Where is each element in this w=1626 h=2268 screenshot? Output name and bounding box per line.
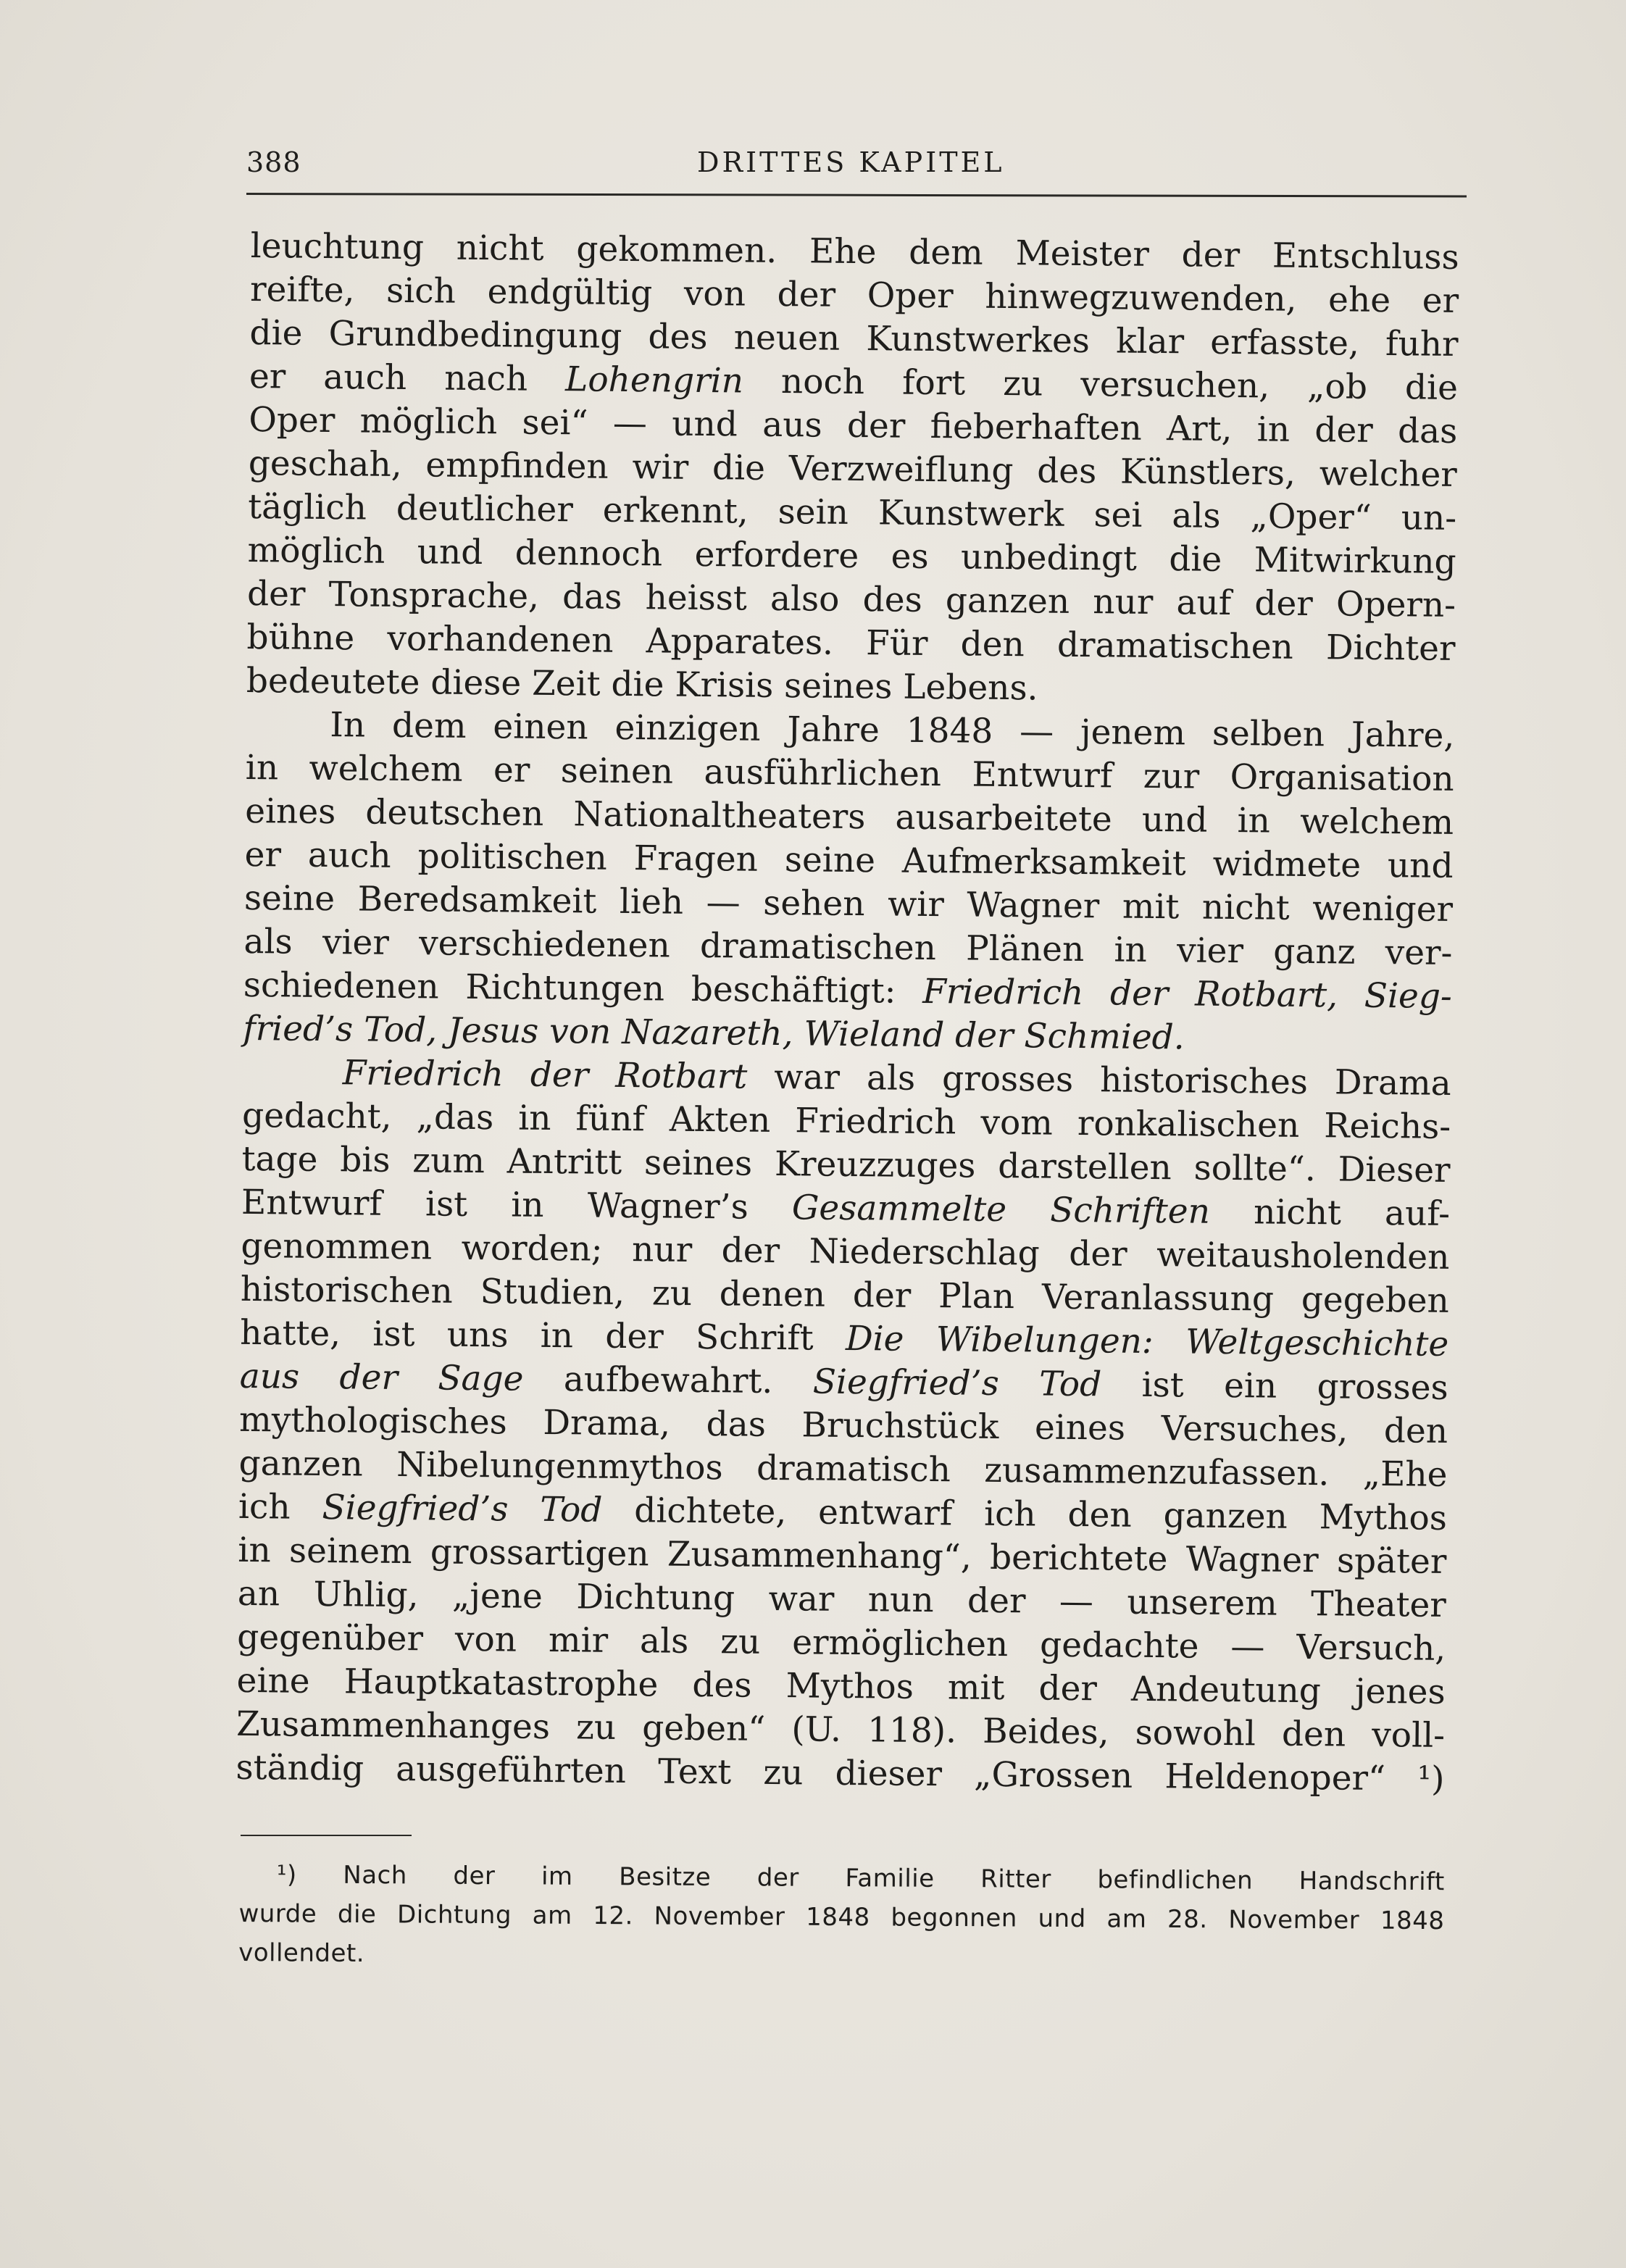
page-header [246, 146, 1464, 183]
work-title: Die Wibelungen: Weltgeschichte [845, 1318, 1449, 1364]
text-line: ständig ausgeführten Text zu dieser „Grossen Heldenoper“ ¹) [235, 1747, 1445, 1799]
text-line: in seinem grossartigen Zusammenhang“, berichtete Wagner später [238, 1530, 1447, 1582]
work-title: Gesammelte Schriften [791, 1188, 1211, 1232]
text-line: bühne vorhandenen Apparates. Für den dramatischen Dichter [246, 617, 1456, 669]
text-line: der Tonsprache, das heisst also des ganzen nur auf der Opern- [246, 573, 1456, 625]
text-line: Zusammenhanges zu geben“ (U. 118). Beides, sowohl den voll- [235, 1704, 1446, 1756]
text-line: mythologisches Drama, das Bruchstück eines Versuches, den [238, 1399, 1448, 1451]
work-title: fried’s Tod, Jesus von Nazareth, Wieland der Schmied. [243, 1008, 1185, 1058]
text-line: reifte, sich endgültig von der Oper hinwegzuwenden, ehe er [249, 269, 1459, 322]
footnote-line: ¹) Nach der im Besitze der Familie Ritter befindlichen Handschrift [276, 1860, 1445, 1897]
text-line: die Grundbedingung des neuen Kunstwerkes klar erfasste, fuhr [249, 312, 1459, 365]
text-line: hatte, ist uns in der Schrift Die Wibelungen: Weltgeschichte [240, 1312, 1449, 1364]
text-line: seine Beredsamkeit lieh — sehen wir Wagner mit nicht weniger [243, 877, 1454, 930]
text-line: bedeutete diese Zeit die Krisis seines Lebens. [246, 660, 1038, 709]
paragraph-start: Friedrich der Rotbart war als grosses historisches Drama [342, 1053, 1451, 1104]
text-line: er auch nach Lohengrin noch fort zu versuchen, „ob die [249, 356, 1459, 409]
header-rule [246, 193, 1467, 198]
footnote-line: wurde die Dichtung am 12. November 1848 begonnen und am 28. November 1848 [238, 1898, 1445, 1936]
text-line: er auch politischen Fragen seine Aufmerksamkeit widmete und [244, 834, 1454, 886]
text-line: möglich und dennoch erfordere es unbedingt die Mitwirkung [247, 530, 1456, 582]
work-title: Siegfried’s Tod [322, 1488, 603, 1530]
text-line: aus der Sage aufbewahrt. Siegfried’s Tod ist ein grosses [239, 1356, 1448, 1408]
work-title: Siegfried’s Tod [812, 1362, 1102, 1405]
running-head: DRITTES KAPITEL [697, 146, 1005, 178]
text-line: gegenüber von mir als zu ermöglichen gedachte — Versuch, [237, 1617, 1446, 1669]
text-line: eine Hauptkatastrophe des Mythos mit der Andeutung jenes [236, 1660, 1446, 1712]
work-title: Friedrich der Rotbart, Sieg- [922, 971, 1453, 1017]
footnote-rule [241, 1835, 412, 1836]
work-title: Friedrich der Rotbart [342, 1053, 748, 1097]
text-line: gedacht, „das in fünf Akten Friedrich vom ronkalischen Reichs- [241, 1095, 1451, 1147]
paragraph-start: In dem einen einzigen Jahre 1848 — jenem selben Jahre, [330, 705, 1455, 756]
work-title: Lohengrin [564, 359, 744, 401]
text-line: täglich deutlicher erkennt, sein Kunstwerk sei als „Oper“ un- [247, 486, 1457, 538]
text-line: in welchem er seinen ausführlichen Entwurf zur Organisation [245, 747, 1454, 799]
text-line: Entwurf ist in Wagner’s Gesammelte Schriften nicht auf- [241, 1182, 1451, 1234]
text-line: als vier verschiedenen dramatischen Plänen in vier ganz ver- [243, 921, 1453, 973]
text-line: geschah, empfinden wir die Verzweiflung des Künstlers, welcher [248, 443, 1458, 495]
footnote-line: vollendet. [238, 1938, 365, 1969]
text-line: historischen Studien, zu denen der Plan Veranlassung gegeben [240, 1269, 1450, 1321]
footnote [238, 1855, 1445, 1980]
text-line: genommen worden; nur der Niederschlag der weitausholenden [241, 1225, 1450, 1277]
page-number: 388 [246, 146, 301, 178]
text-line: Oper möglich sei“ — und aus der fieberhaften Art, in der das [249, 399, 1458, 451]
body-text [235, 225, 1459, 1801]
text-line: leuchtung nicht gekommen. Ehe dem Meister der Entschluss [250, 225, 1459, 278]
text-line: schiedenen Richtungen beschäftigt: Friedrich der Rotbart, Sieg- [243, 964, 1453, 1017]
text-line: tage bis zum Antritt seines Kreuzzuges darstellen sollte“. Dieser [241, 1138, 1451, 1191]
work-title: aus der Sage [239, 1356, 524, 1399]
text-line: eines deutschen Nationaltheaters ausarbeitete und in welchem [244, 791, 1454, 843]
text-line: an Uhlig, „jene Dichtung war nun der — unserem Theater [237, 1573, 1447, 1625]
text-line: ganzen Nibelungenmythos dramatisch zusammenzufassen. „Ehe [238, 1443, 1448, 1495]
text-line: ich Siegfried’s Tod dichtete, entwarf ich den ganzen Mythos [238, 1486, 1448, 1538]
